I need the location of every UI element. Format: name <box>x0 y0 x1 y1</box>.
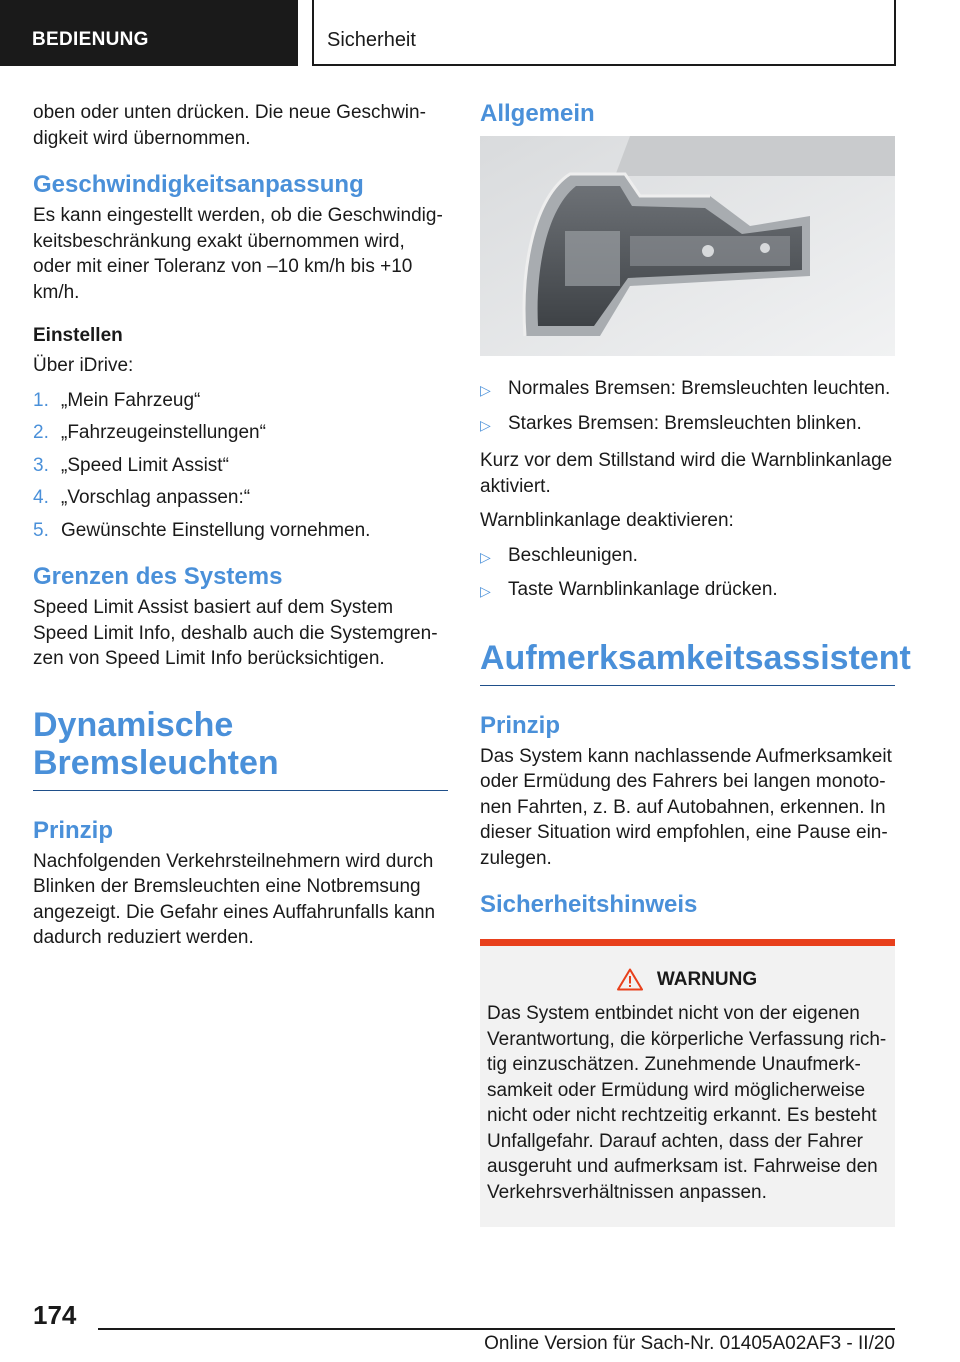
list-item: ▷ Beschleunigen. <box>480 543 895 571</box>
triangle-bullet-icon: ▷ <box>480 382 491 398</box>
right-column <box>480 100 911 1227</box>
list-item: 3. „Speed Limit Assist“ <box>33 454 229 476</box>
settings-heading: Einstellen <box>33 325 123 346</box>
hazard-deactivate-text: Warnblinkanlage deaktivieren: <box>480 510 734 531</box>
triangle-bullet-icon: ▷ <box>480 416 491 433</box>
triangle-bullet-icon: ▷ <box>480 583 491 599</box>
warning-box <box>480 939 895 1227</box>
hazard-deactivate-list <box>480 543 895 605</box>
left-column <box>33 100 448 960</box>
list-item: 5. Gewünschte Einstellung vornehmen. <box>33 519 371 541</box>
list-item: 4. „Vorschlag anpassen:“ <box>33 487 251 508</box>
triangle-bullet-icon: ▷ <box>480 548 491 565</box>
safety-notice-heading: Sicherheitshinweis <box>480 891 698 918</box>
dynamic-brake-lights-title: Dynamische Bremsleuchten <box>33 706 448 791</box>
brake-principle-heading: Prinzip <box>33 816 114 844</box>
speed-adjust-text: Es kann eingestellt werden, ob die Geschwindigkeitsbeschränkung exakt übernommen wird, oder mit einer Toleranz von –10 km/h bis +10 km/h. <box>33 205 443 303</box>
list-item: ▷ Starkes Bremsen: Bremsleuchten blinken. <box>480 411 895 439</box>
system-limits-text: Speed Limit Assist basiert auf dem System Speed Limit Info, deshalb auch die Systemgrenzen von Speed Limit Info berücksichtigen. <box>33 597 438 669</box>
warning-label: WARNUNG <box>656 968 758 990</box>
attention-principle-text: Das System kann nachlassende Aufmerksamkeit oder Ermüdung des Fahrers bei langen monotonen Fahrten, z. B. auf Autobahnen, erkennen. In dieser Situation wird empfohlen, eine Pause einzulegen. <box>480 745 892 869</box>
tail-light-image <box>480 136 895 356</box>
intro-paragraph: oben oder unten drücken. Die neue Geschwindigkeit wird übernommen. <box>33 102 426 149</box>
list-item: ▷ Taste Warnblinkanlage drücken. <box>480 577 895 605</box>
warning-text: Das System entbindet nicht von der eigenen Verantwortung, die körperliche Verfassung richtig einzuschätzen. Zunehmende Unaufmerksamkeit oder Ermüdung wird möglicherweise nicht oder nicht rechtzeitig erkannt. Es besteht Unfallgefahr. Darauf achten, dass der Fahrer ausgeruht und aufmerksam ist. Fahrweise den Verkehrsverhältnissen anpassen. <box>487 1003 887 1203</box>
list-item: 1. „Mein Fahrzeug“ <box>33 389 201 411</box>
chapter-title: Sicherheit <box>312 0 896 66</box>
list-item: 2. „Fahrzeugeinstellungen“ <box>33 422 266 443</box>
settings-via: Über iDrive: <box>33 355 134 376</box>
footer-divider <box>98 1328 895 1330</box>
attention-assistant-title: Aufmerksamkeitsassistent <box>480 639 895 686</box>
brake-principle-text: Nachfolgenden Verkehrsteilnehmern wird durch Blinken der Bremsleuchten eine Notbremsung angezeigt. Die Gefahr eines Auffahrunfalls kann dadurch reduziert werden. <box>33 850 436 948</box>
hazard-activate-text: Kurz vor dem Stillstand wird die Warnblinkanlage aktiviert. <box>480 450 893 497</box>
speed-adjust-heading: Geschwindigkeitsanpassung <box>33 171 364 198</box>
general-heading: Allgemein <box>480 100 595 127</box>
section-tab: BEDIENUNG <box>0 0 298 66</box>
warning-header <box>487 968 887 991</box>
list-item: ▷ Normales Bremsen: Bremsleuchten leuchten. <box>480 376 895 404</box>
footer-version-text: Online Version für Sach-Nr. 01405A02AF3 - II/20 <box>484 1333 895 1354</box>
attention-principle-heading: Prinzip <box>480 711 561 739</box>
page-number: 174 <box>33 1300 77 1330</box>
settings-steps <box>33 388 448 544</box>
brake-behaviour-list <box>480 376 895 438</box>
warning-triangle-icon <box>617 968 643 991</box>
system-limits-heading: Grenzen des Systems <box>33 563 283 590</box>
